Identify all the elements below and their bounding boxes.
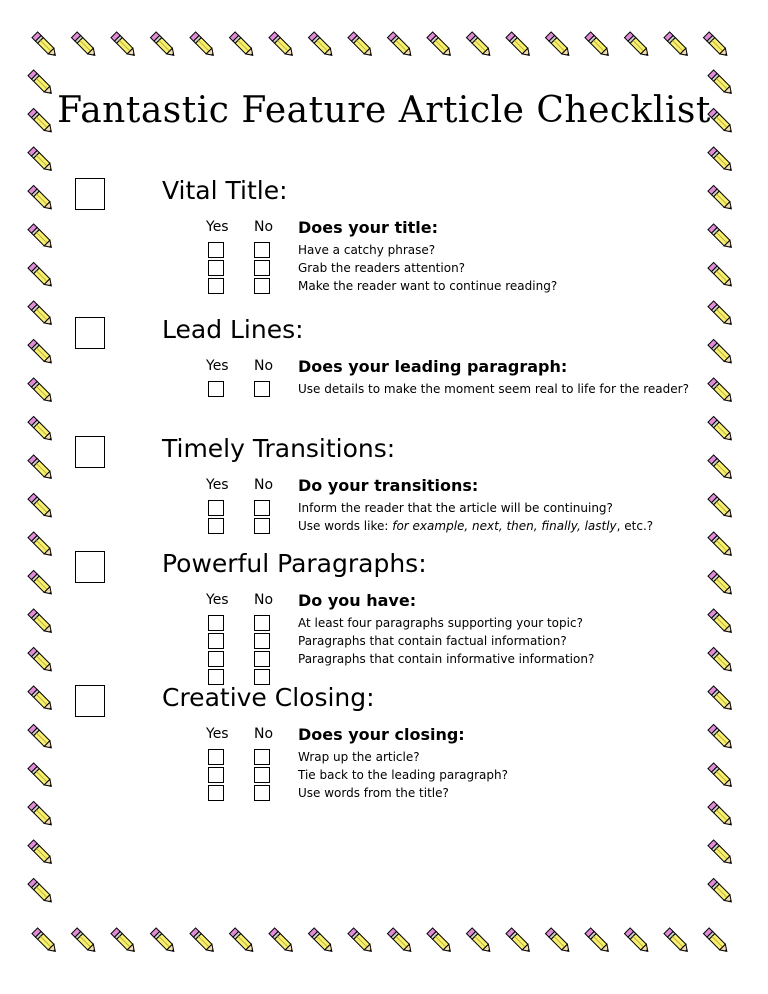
checklist-item: Tie back to the leading paragraph?	[298, 768, 509, 782]
no-column-label: No	[254, 477, 274, 493]
pencil-icon	[624, 32, 650, 58]
pencil-icon	[150, 32, 176, 58]
section-heading: Powerful Paragraphs:	[162, 549, 427, 578]
pencil-icon	[585, 32, 611, 58]
pencil-icon	[708, 724, 734, 750]
checklist-item: Grab the readers attention?	[298, 261, 466, 275]
section-checkbox[interactable]	[75, 551, 105, 583]
pencil-icon	[466, 928, 492, 954]
yes-checkbox[interactable]	[208, 633, 224, 649]
question-heading: Do your transitions:	[298, 476, 479, 495]
pencil-icon	[229, 32, 255, 58]
no-checkbox[interactable]	[254, 651, 270, 667]
section-heading: Timely Transitions:	[162, 434, 396, 463]
no-checkbox[interactable]	[254, 633, 270, 649]
pencil-icon	[190, 32, 216, 58]
checklist-item: Inform the reader that the article will be continuing?	[298, 501, 613, 515]
pencil-icon	[703, 928, 729, 954]
pencil-icon	[427, 32, 453, 58]
pencil-icon	[708, 185, 734, 211]
pencil-icon	[28, 686, 54, 712]
pencil-icon	[624, 928, 650, 954]
no-checkbox[interactable]	[254, 242, 270, 258]
yes-column-label: Yes	[206, 477, 229, 493]
yes-column-label: Yes	[206, 358, 229, 374]
pencil-icon	[708, 262, 734, 288]
no-checkbox[interactable]	[254, 749, 270, 765]
pencil-icon	[28, 455, 54, 481]
section-heading: Vital Title:	[162, 176, 288, 205]
pencil-icon	[269, 928, 295, 954]
pencil-icon	[28, 262, 54, 288]
checklist-item: Use words from the title?	[298, 786, 449, 800]
pencil-icon	[308, 32, 334, 58]
checklist-item: Have a catchy phrase?	[298, 243, 436, 257]
pencil-icon	[348, 928, 374, 954]
pencil-icon	[28, 647, 54, 673]
yes-checkbox[interactable]	[208, 500, 224, 516]
yes-checkbox[interactable]	[208, 260, 224, 276]
pencil-icon	[28, 416, 54, 442]
pencil-icon	[28, 301, 54, 327]
pencil-icon	[28, 532, 54, 558]
yes-checkbox[interactable]	[208, 651, 224, 667]
pencil-icon	[545, 32, 571, 58]
yes-column-label: Yes	[206, 592, 229, 608]
section-checkbox[interactable]	[75, 178, 105, 210]
pencil-icon	[28, 763, 54, 789]
section-heading: Creative Closing:	[162, 683, 375, 712]
checklist-item: Wrap up the article?	[298, 750, 420, 764]
pencil-icon	[28, 570, 54, 596]
no-checkbox[interactable]	[254, 518, 270, 534]
yes-column-label: Yes	[206, 726, 229, 742]
pencil-icon	[427, 928, 453, 954]
yes-checkbox[interactable]	[208, 518, 224, 534]
pencil-icon	[708, 224, 734, 250]
pencil-icon	[71, 928, 97, 954]
pencil-icon	[28, 339, 54, 365]
no-checkbox[interactable]	[254, 500, 270, 516]
pencil-icon	[708, 339, 734, 365]
pencil-icon	[708, 609, 734, 635]
pencil-icon	[506, 928, 532, 954]
yes-column-label: Yes	[206, 219, 229, 235]
no-column-label: No	[254, 726, 274, 742]
pencil-icon	[28, 378, 54, 404]
pencil-icon	[708, 532, 734, 558]
yes-checkbox[interactable]	[208, 242, 224, 258]
no-column-label: No	[254, 358, 274, 374]
pencil-icon	[585, 928, 611, 954]
question-heading: Does your closing:	[298, 725, 465, 744]
no-checkbox[interactable]	[254, 260, 270, 276]
pencil-icon	[28, 224, 54, 250]
no-column-label: No	[254, 219, 274, 235]
question-heading: Does your leading paragraph:	[298, 357, 568, 376]
pencil-icon	[545, 928, 571, 954]
pencil-icon	[708, 147, 734, 173]
pencil-icon	[664, 928, 690, 954]
checklist-item	[298, 517, 698, 535]
no-checkbox[interactable]	[254, 381, 270, 397]
checklist-item: At least four paragraphs supporting your topic?	[298, 616, 583, 630]
pencil-icon	[708, 840, 734, 866]
item-text: Use words like:	[298, 519, 393, 533]
pencil-icon	[708, 686, 734, 712]
pencil-icon	[506, 32, 532, 58]
question-heading: Do you have:	[298, 591, 417, 610]
pencil-icon	[466, 32, 492, 58]
checklist-item: Paragraphs that contain informative information?	[298, 652, 595, 666]
pencil-icon	[708, 570, 734, 596]
pencil-icon	[387, 928, 413, 954]
section-heading: Lead Lines:	[162, 315, 304, 344]
pencil-icon	[71, 32, 97, 58]
yes-checkbox[interactable]	[208, 749, 224, 765]
pencil-icon	[703, 32, 729, 58]
pencil-icon	[28, 840, 54, 866]
page-title: Fantastic Feature Article Checklist	[57, 90, 711, 131]
pencil-icon	[708, 647, 734, 673]
no-checkbox[interactable]	[254, 785, 270, 801]
yes-checkbox[interactable]	[208, 381, 224, 397]
pencil-icon	[387, 32, 413, 58]
pencil-icon	[708, 801, 734, 827]
yes-checkbox[interactable]	[208, 767, 224, 783]
pencil-icon	[111, 928, 137, 954]
pencil-icon	[28, 493, 54, 519]
pencil-icon	[708, 455, 734, 481]
pencil-icon	[32, 928, 58, 954]
item-emphasis: for example, next, then, finally, lastly	[392, 519, 617, 533]
pencil-icon	[28, 878, 54, 904]
pencil-icon	[28, 724, 54, 750]
pencil-icon	[28, 185, 54, 211]
pencil-icon	[708, 301, 734, 327]
pencil-icon	[28, 801, 54, 827]
pencil-icon	[150, 928, 176, 954]
pencil-icon	[348, 32, 374, 58]
pencil-icon	[708, 763, 734, 789]
item-text: , etc.?	[616, 519, 654, 533]
pencil-icon	[708, 878, 734, 904]
yes-checkbox[interactable]	[208, 785, 224, 801]
no-checkbox[interactable]	[254, 767, 270, 783]
pencil-icon	[708, 493, 734, 519]
section-checkbox[interactable]	[75, 685, 105, 717]
pencil-icon	[229, 928, 255, 954]
section-checkbox[interactable]	[75, 436, 105, 468]
no-checkbox[interactable]	[254, 615, 270, 631]
pencil-icon	[111, 32, 137, 58]
yes-checkbox[interactable]	[208, 615, 224, 631]
no-column-label: No	[254, 592, 274, 608]
checklist-item: Use details to make the moment seem real to life for the reader?	[298, 382, 689, 396]
yes-checkbox[interactable]	[208, 278, 224, 294]
section-checkbox[interactable]	[75, 317, 105, 349]
pencil-icon	[269, 32, 295, 58]
pencil-icon	[708, 416, 734, 442]
checklist-item: Paragraphs that contain factual information?	[298, 634, 567, 648]
pencil-icon	[32, 32, 58, 58]
checklist-item: Make the reader want to continue reading?	[298, 279, 558, 293]
pencil-icon	[664, 32, 690, 58]
question-heading: Does your title:	[298, 218, 439, 237]
pencil-icon	[190, 928, 216, 954]
pencil-icon	[28, 609, 54, 635]
pencil-icon	[708, 378, 734, 404]
pencil-icon	[308, 928, 334, 954]
pencil-icon	[28, 147, 54, 173]
no-checkbox[interactable]	[254, 278, 270, 294]
